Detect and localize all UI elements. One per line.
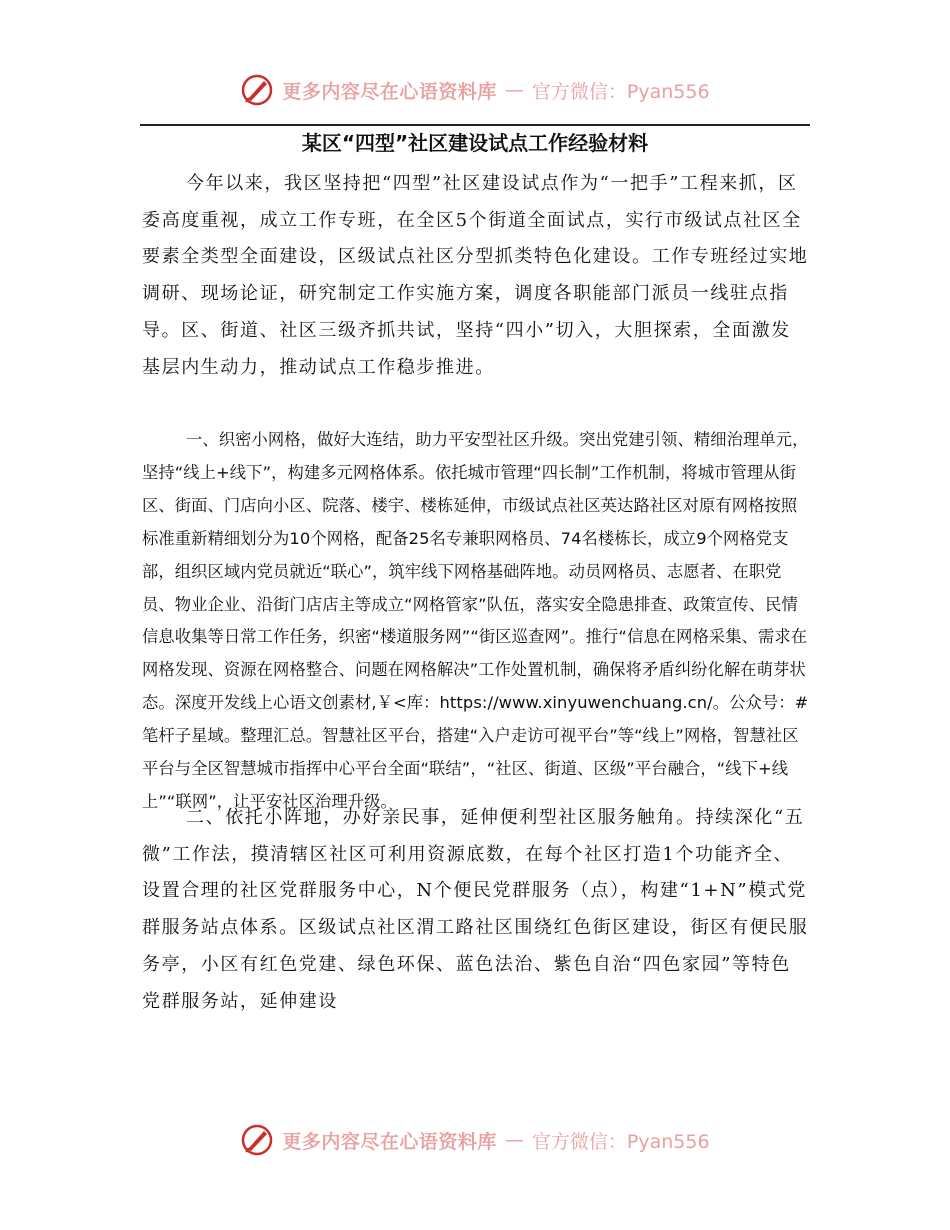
banner-text: 更多内容尽在心语资料库	[282, 80, 497, 103]
paragraph-intro	[142, 166, 810, 386]
banner-subtext: 官方微信：Pyan556	[531, 1130, 710, 1153]
banner-subtext: 官方微信：Pyan556	[531, 80, 710, 103]
banner-dash: —	[504, 79, 524, 101]
paragraph-text: 今年以来，我区坚持把“四型”社区建设试点作为“一把手”工程来抓，区委高度重视，成立工作专班，在全区5个街道全面试点，实行市级试点社区全要素全类型全面建设，区级试点社区分型抓类特色化建设。工作专班经过实地调研、现场论证，研究制定工作实施方案，调度各职能部门派员一线驻点指导。区、街道、社区三级齐抓共试，坚持“四小”切入，大胆探索，全面激发基层内生动力，推动试点工作稳步推进。	[142, 173, 809, 378]
paragraph-text: 二、依托小阵地，办好亲民事，延伸便利型社区服务触角。持续深化“五微”工作法，摸清辖区社区可利用资源底数，在每个社区打造1个功能齐全、设置合理的社区党群服务中心，N个便民党群服务（点），构建“1+N”模式党群服务站点体系。区级试点社区渭工路社区围绕红色街区建设，街区有便民服务亭，小区有红色党建、绿色环保、蓝色法治、紫色自治“四色家园”等特色党群服务站，延伸建设	[142, 807, 809, 1012]
banner-content	[240, 1123, 709, 1157]
footer-banner	[0, 1120, 950, 1160]
banner-dash: —	[504, 1129, 524, 1151]
paragraph-section-2	[142, 800, 810, 1020]
quill-logo-icon	[240, 73, 274, 107]
quill-logo-icon	[240, 1123, 274, 1157]
title-rule	[140, 124, 810, 126]
banner-text: 更多内容尽在心语资料库	[282, 1130, 497, 1153]
paragraph-section-1	[142, 424, 810, 819]
banner-content	[240, 73, 709, 107]
header-banner	[0, 70, 950, 110]
paragraph-text: 一、织密小网格，做好大连结，助力平安型社区升级。突出党建引领、精细治理单元，坚持“线上+线下”，构建多元网格体系。依托城市管理“四长制”工作机制，将城市管理从街区、街面、门店向小区、院落、楼宇、楼栋延伸，市级试点社区英达路社区对原有网格按照标准重新精细划分为10个网格，配备25名专兼职网格员、74名楼栋长，成立9个网格党支部，组织区域内党员就近“联心”，筑牢线下网格基础阵地。动员网格员、志愿者、在职党员、物业企业、沿街门店店主等成立“网格管家”队伍，落实安全隐患排查、政策宣传、民情信息收集等日常工作任务，织密“楼道服务网”“街区巡查网”。推行“信息在网格采集、需求在网格发现、资源在网格整合、问题在网格解决”工作处置机制，确保将矛盾纠纷化解在萌芽状态。深度开发线上心语文创素材,￥<库：https://www.xinyuwenchuang.cn/。公众号：#笔杆子星域。整理汇总。智慧社区平台，搭建“入户走访可视平台”等“线上”网格，智慧社区平台与全区智慧城市指挥中心平台全面“联结”，“社区、街道、区级”平台融合，“线下+线上”“联网”，让平安社区治理升级。	[142, 430, 809, 811]
document-title: 某区“四型”社区建设试点工作经验材料	[301, 131, 649, 155]
